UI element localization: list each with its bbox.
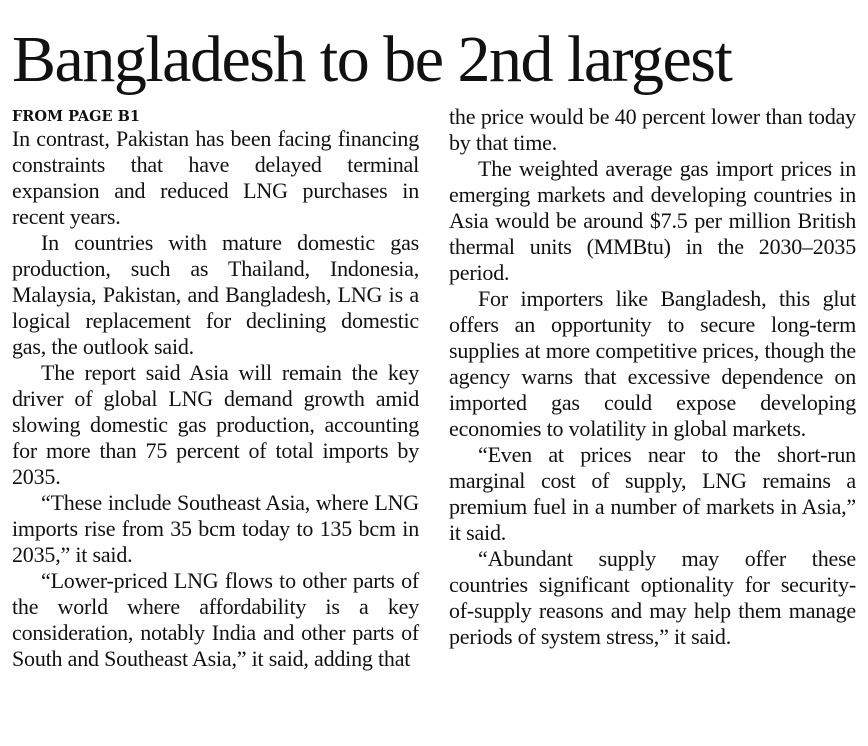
- article-column-left: [12, 108, 419, 672]
- continuation-kicker: FROM PAGE B1: [12, 108, 141, 125]
- paragraph: “Even at prices near to the short-run marginal cost of supply, LNG remains a premium fuel in a number of markets in Asia,” it said.: [449, 442, 856, 545]
- paragraph: In contrast, Pakistan has been facing financing constraints that have delayed terminal expansion and reduced LNG purchases in recent years.: [12, 126, 419, 229]
- paragraph: the price would be 40 percent lower than today by that time.: [449, 104, 856, 155]
- paragraph: The report said Asia will remain the key driver of global LNG demand growth amid slowing domestic gas production, accounting for more than 75 percent of total imports by 2035.: [12, 360, 419, 489]
- paragraph: “These include Southeast Asia, where LNG imports rise from 35 bcm today to 135 bcm in 2035,” it said.: [12, 490, 419, 567]
- headline: Bangladesh to be 2nd largest: [12, 23, 732, 96]
- paragraph: For importers like Bangladesh, this glut offers an opportunity to secure long-term supplies at more competitive prices, though the agency warns that excessive dependence on imported gas could expose developing economies to volatility in global markets.: [449, 286, 856, 441]
- paragraph: The weighted average gas import prices in emerging markets and developing countries in Asia would be around $7.5 per million British thermal units (MMBtu) in the 2030–2035 period.: [449, 156, 856, 285]
- paragraph: In countries with mature domestic gas production, such as Thailand, Indonesia, Malaysia, Pakistan, and Bangladesh, LNG is a logical replacement for declining domestic gas, the outlook said.: [12, 230, 419, 359]
- paragraph: “Abundant supply may offer these countries significant optionality for security-of-supply reasons and may help them manage periods of system stress,” it said.: [449, 546, 856, 649]
- article-column-right: [449, 104, 856, 650]
- paragraph: “Lower-priced LNG flows to other parts of the world where affordability is a key consideration, notably India and other parts of South and Southeast Asia,” it said, adding that: [12, 568, 419, 671]
